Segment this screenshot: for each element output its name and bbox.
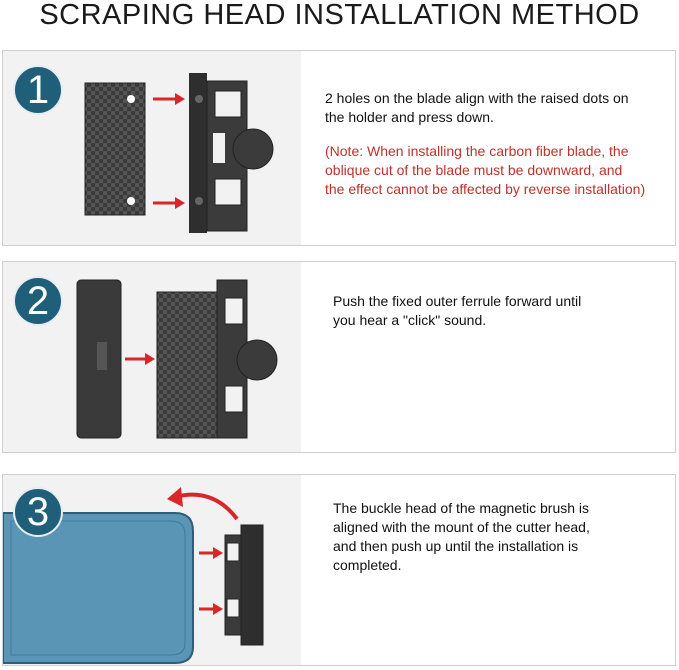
step-3-panel xyxy=(2,474,676,666)
arrow-push xyxy=(125,353,155,365)
step-2-panel xyxy=(2,261,676,453)
step-1-note-1: (Note: When installing the carbon fiber blade, the xyxy=(325,143,629,159)
outer-ferrule xyxy=(77,280,121,438)
step-1-panel xyxy=(2,50,676,246)
step-2-line-1: Push the fixed outer ferrule forward until xyxy=(333,293,582,309)
cutter-head xyxy=(225,525,263,645)
step-2-text-area xyxy=(301,262,675,452)
step-1-line-2: the holder and press down. xyxy=(325,109,494,125)
step-1-note-3: the effect cannot be affected by reverse installation) xyxy=(325,181,646,197)
carbon-blade xyxy=(85,83,145,215)
step-1-line-1: 2 holes on the blade align with the raised dots on xyxy=(325,90,629,106)
blade-hole-bottom xyxy=(127,197,135,205)
assembled-head xyxy=(157,280,277,438)
raised-dot-bottom xyxy=(195,197,203,205)
step-3-line-4: completed. xyxy=(333,557,402,573)
step-3-line-1: The buckle head of the magnetic brush is xyxy=(333,500,590,516)
page-title: SCRAPING HEAD INSTALLATION METHOD xyxy=(39,0,640,31)
blade-hole-top xyxy=(127,95,135,103)
step-3-description xyxy=(333,499,668,575)
arrow-bottom xyxy=(153,197,185,209)
step-1-badge: 1 xyxy=(13,65,63,115)
step-1-note-2: oblique cut of the blade must be downward, and xyxy=(325,162,623,178)
arrow-top xyxy=(153,93,185,105)
arrow-upper xyxy=(199,547,223,559)
step-1-illustration xyxy=(3,51,303,245)
blade-holder xyxy=(189,73,273,233)
step-3-badge: 3 xyxy=(13,487,63,537)
step-2-illustration xyxy=(3,262,303,452)
step-3-line-2: aligned with the mount of the cutter head, xyxy=(333,519,590,535)
arrow-lower xyxy=(199,603,223,615)
step-3-line-3: and then push up until the installation is xyxy=(333,538,579,554)
step-2-line-2: you hear a "click" sound. xyxy=(333,312,487,328)
step-1-description xyxy=(325,89,670,199)
step-2-badge: 2 xyxy=(13,276,63,326)
step-2-description xyxy=(333,292,668,330)
raised-dot-top xyxy=(195,95,203,103)
